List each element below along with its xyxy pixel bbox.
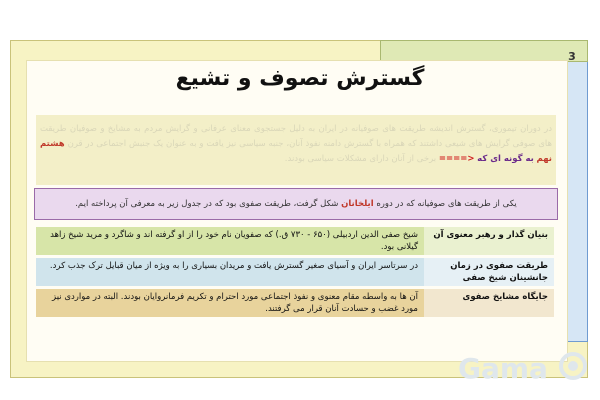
intro-century-ninth: نهم <box>536 154 552 164</box>
info-table <box>36 224 554 320</box>
intro-line-3d: به گونه ای که <box>477 154 534 164</box>
row-description: در سرتاسر ایران و آسیای صغیر گسترش یافت و مریدان بسیاری را به ویژه از میان قبایل ترک جذب کرد. <box>36 258 424 286</box>
intro-line-2: طریقت های صوفی گرایش های شیعی داشتند که همراه با گسترش دامنه نفوذ آنان، جنبه سیاسی نیز یافت و به عنوان یک جنبش اجتماعی <box>40 124 553 149</box>
gama-logo <box>458 348 588 388</box>
note-prefix: یکی از طریقت های صوفیانه که در دوره <box>376 199 517 209</box>
intro-arrow: <==== <box>438 154 475 164</box>
slide-title: گسترش تصوف و تشیع <box>175 66 425 91</box>
intro-paragraph <box>40 122 552 167</box>
note-box <box>34 188 558 220</box>
logo-wordmark: Gama <box>458 352 548 385</box>
row-description: شیخ صفی الدین اردبیلی (۶۵۰ - ۷۳۰ ق.) که صفویان نام خود را از او گرفته اند و شاگرد و مرید شیخ زاهد گیلانی بود. <box>36 227 424 255</box>
intro-century-eighth: هشتم <box>40 139 65 149</box>
note-suffix: شکل گرفت، طریقت صفوی بود که در جدول زیر به معرفی آن پرداخته ایم. <box>75 199 339 209</box>
table-row <box>36 258 554 286</box>
row-description: آن ها به واسطه مقام معنوی و نفوذ اجتماعی مورد احترام و تکریم فرمانروایان بودند. البته در مواردی نیز مورد غضب و حسادت آنان قرار می گرفتند. <box>36 289 424 317</box>
intro-line-3a: در قرن <box>67 139 94 149</box>
intro-line-4: برخی از آنان دارای مشکلات سیاسی بودند. <box>284 154 437 164</box>
table-row <box>36 227 554 255</box>
slide-number: 3 <box>568 50 576 63</box>
row-heading: طریقت صفوی در زمان جانشینان شیخ صفی <box>424 258 554 286</box>
row-heading: بنیان گذار و رهبر معنوی آن <box>424 227 554 255</box>
note-highlight: ایلخانان <box>341 199 374 209</box>
frame-accent-top <box>380 40 588 62</box>
intro-line-1: در دوران تیموری، گسترش اندیشه طریقت های صوفیانه در ایران به دلیل جستجوی معنای عرفانی و گرایش مردم به مشایخ و صوفیان <box>69 124 552 134</box>
table-row <box>36 289 554 317</box>
row-heading: جایگاه مشایخ صفوی <box>424 289 554 317</box>
